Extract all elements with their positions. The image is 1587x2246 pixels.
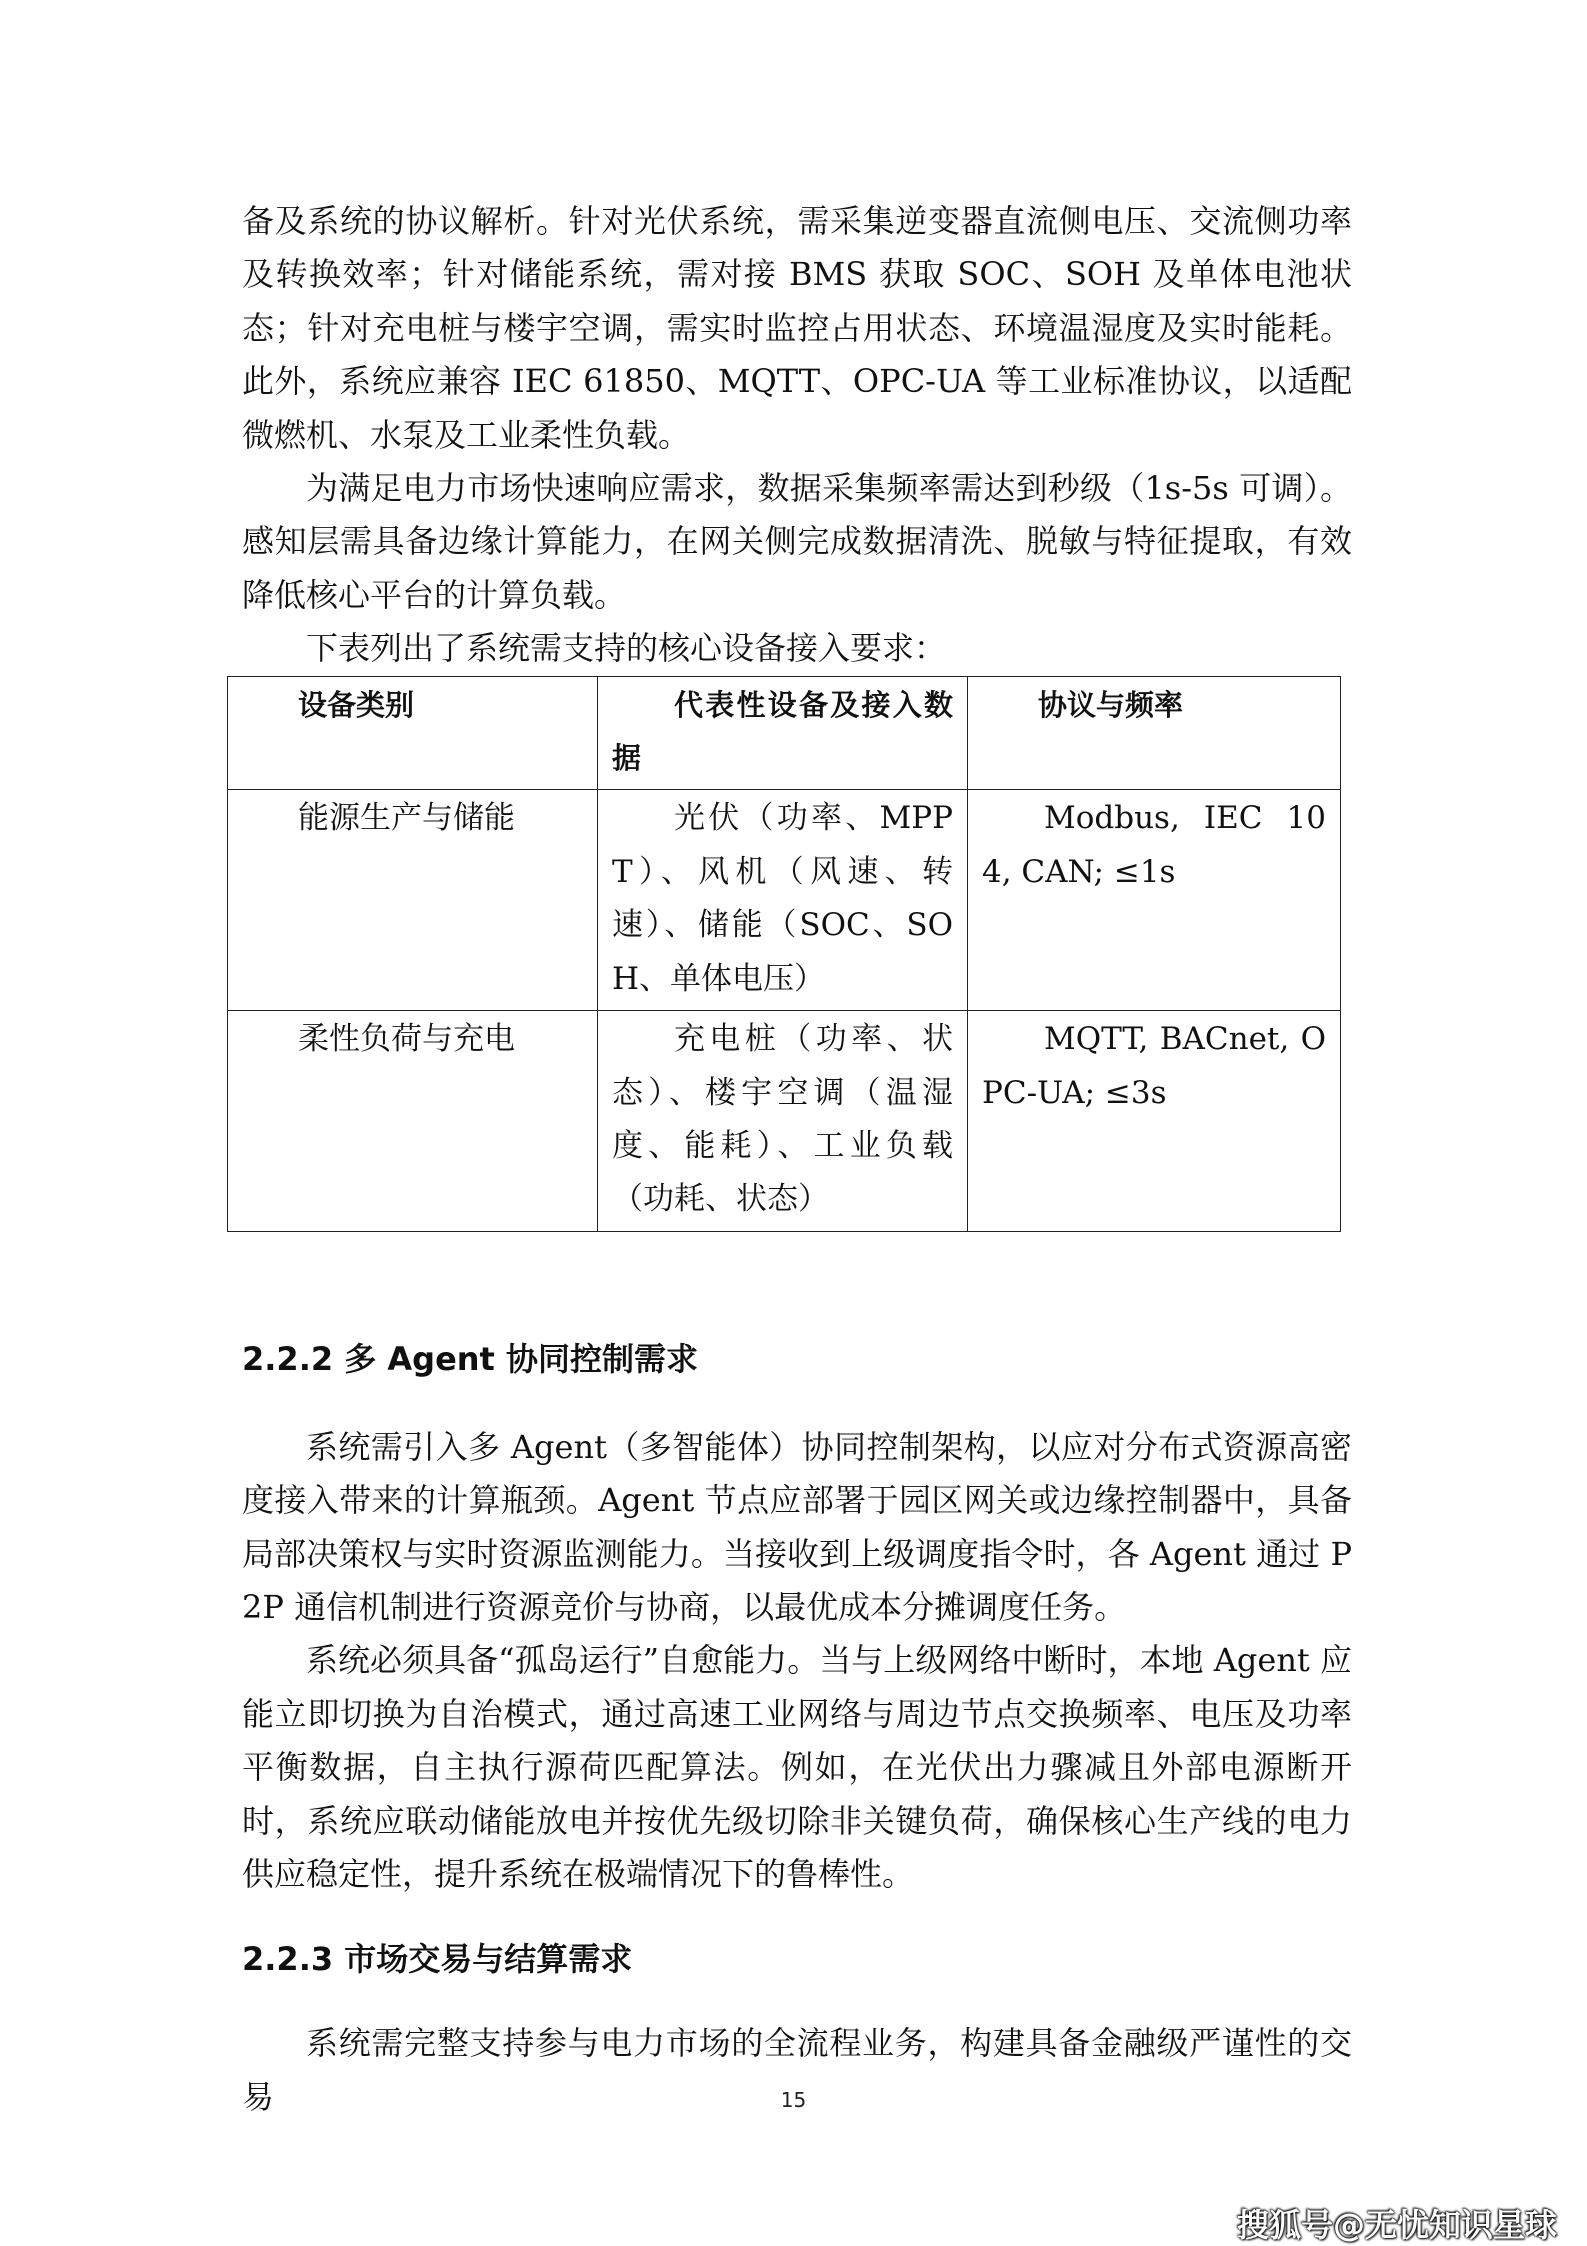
device-access-table [227,676,1341,1232]
header-protocol-frequency: 协议与频率 [968,676,1341,790]
table-row [228,1011,1341,1232]
table-cell-protocol: MQTT, BACnet, OPC-UA; ≤3s [968,1011,1341,1232]
paragraph-multi-agent-architecture: 系统需引入多 Agent（多智能体）协同控制架构，以应对分布式资源高密度接入带来的计算瓶颈。Agent 节点应部署于园区网关或边缘控制器中，具备局部决策权与实时资源监测能力。当接收到上级调度指令时，各 Agent 通过 P2P 通信机制进行资源竞价与协商，以最优成本分摊调度任务。 [242,1427,1352,1626]
table-cell-category: 能源生产与储能 [228,790,598,1011]
header-device-category: 设备类别 [228,676,598,790]
paragraph-protocol-parsing: 备及系统的协议解析。针对光伏系统，需采集逆变器直流侧电压、交流侧功率及转换效率；针对储能系统，需对接 BMS 获取 SOC、SOH 及单体电池状态；针对充电桩与楼宇空调，需实时监控占用状态、环境温湿度及实时能耗。此外，系统应兼容 IEC 61850、MQTT、OPC-UA 等工业标准协议，以适配微燃机、水泵及工业柔性负载。 [242,202,1352,454]
table-cell-protocol: Modbus, IEC 104, CAN; ≤1s [968,790,1341,1011]
page-content [242,195,1352,2124]
table-row [228,790,1341,1011]
section-heading-multi-agent: 2.2.2 多 Agent 协同控制需求 [242,1339,698,1378]
paragraph-acquisition-frequency: 为满足电力市场快速响应需求，数据采集频率需达到秒级（1s-5s 可调）。感知层需具备边缘计算能力，在网关侧完成数据清洗、脱敏与特征提取，有效降低核心平台的计算负载。 [242,469,1352,614]
table-cell-devices: 光伏（功率、MPPT）、风机（风速、转速）、储能（SOC、SOH、单体电压） [598,790,968,1011]
paragraph-table-intro: 下表列出了系统需支持的核心设备接入要求： [306,629,947,668]
page-number: 15 [780,2088,807,2112]
watermark-text: 搜狐号@无忧知识星球 [1236,2206,1557,2244]
paragraph-island-operation: 系统必须具备“孤岛运行”自愈能力。当与上级网络中断时，本地 Agent 应能立即切换为自治模式，通过高速工业网络与周边节点交换频率、电压及功率平衡数据，自主执行源荷匹配算法。例如，在光伏出力骤减且外部电源断开时，系统应联动储能放电并按优先级切除非关键负荷，确保核心生产线的电力供应稳定性，提升系统在极端情况下的鲁棒性。 [242,1641,1352,1893]
table-header-row [228,676,1341,790]
section-heading-market-trading: 2.2.3 市场交易与结算需求 [242,1940,633,1979]
paragraph-market-trading: 系统需完整支持参与电力市场的全流程业务，构建具备金融级严谨性的交易 [242,2024,1352,2116]
header-representative-devices: 代表性设备及接入数据 [598,676,968,790]
table-cell-category: 柔性负荷与充电 [228,1011,598,1232]
table-cell-devices: 充电桩（功率、状态）、楼宇空调（温湿度、能耗）、工业负载（功耗、状态） [598,1011,968,1232]
